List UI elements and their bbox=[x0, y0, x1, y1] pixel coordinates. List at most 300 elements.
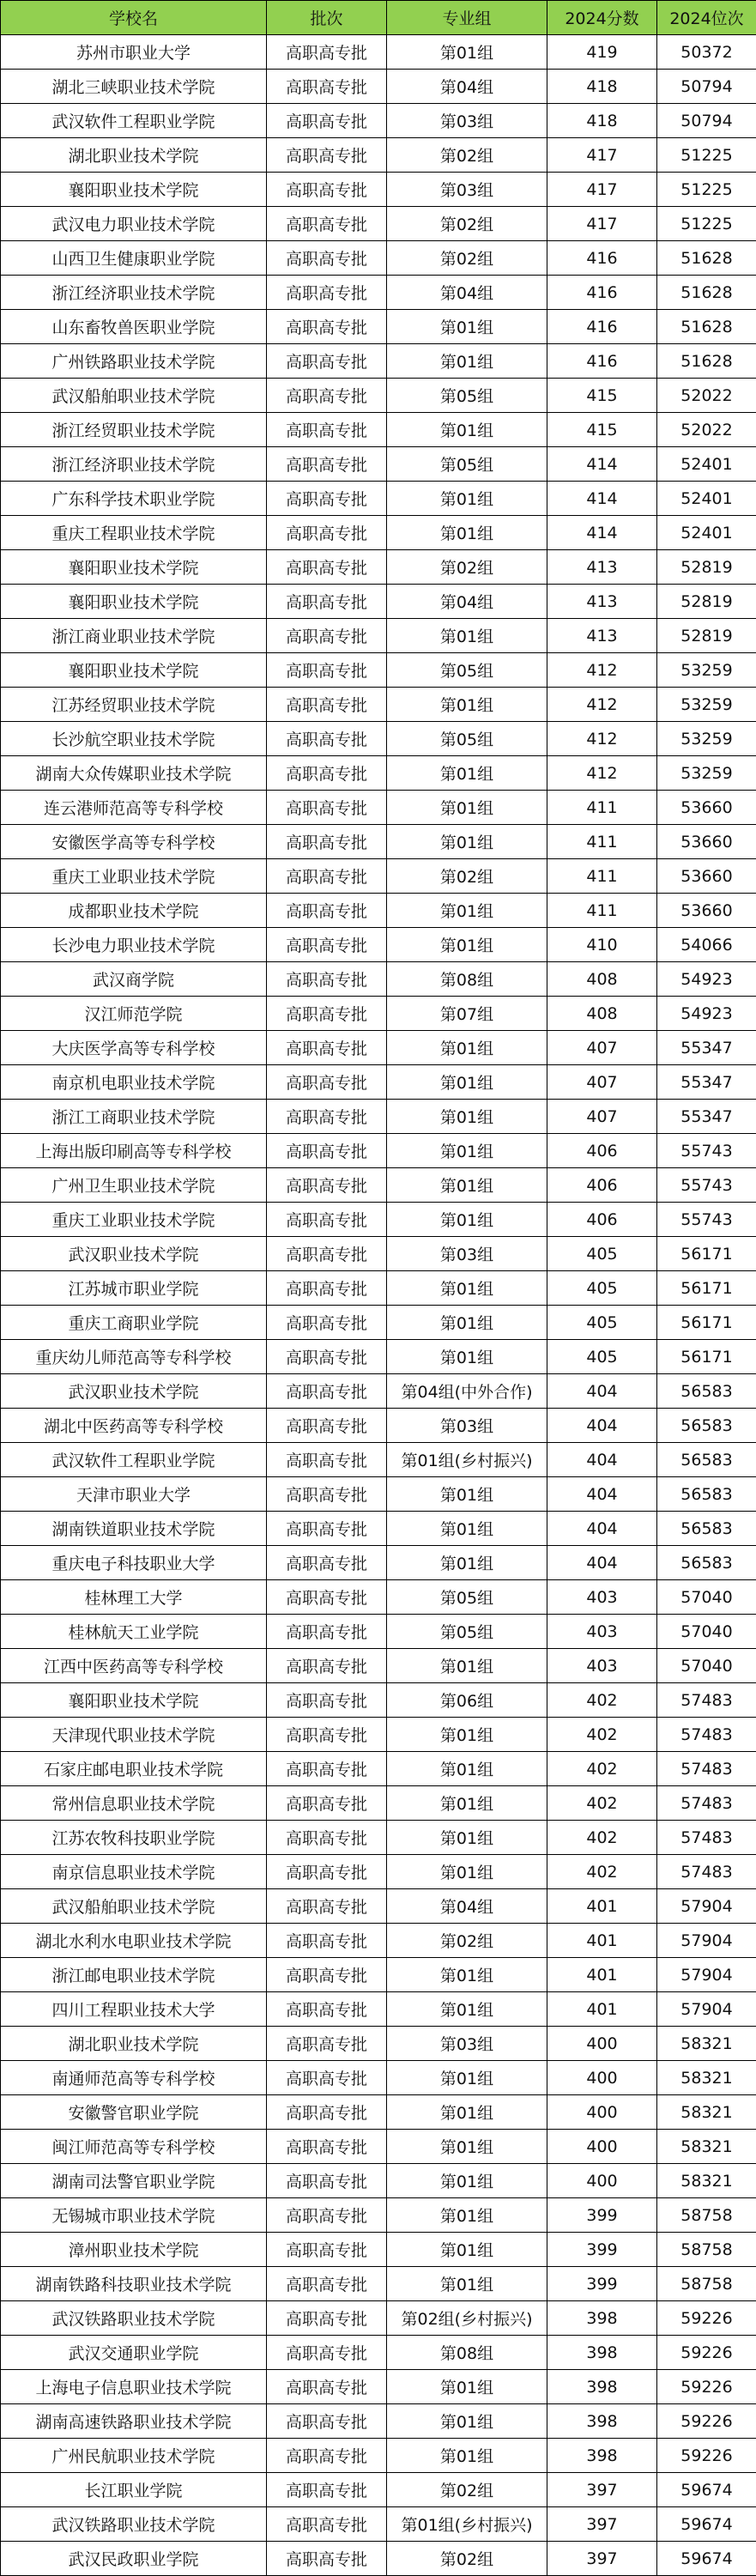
cell-score: 412 bbox=[547, 756, 657, 791]
cell-major-group: 第05组 bbox=[387, 1580, 547, 1615]
cell-major-group: 第01组 bbox=[387, 1031, 547, 1065]
cell-rank: 56583 bbox=[657, 1477, 756, 1512]
cell-major-group: 第01组 bbox=[387, 1855, 547, 1889]
cell-batch: 高职高专批 bbox=[267, 2370, 387, 2404]
cell-major-group: 第01组 bbox=[387, 1718, 547, 1752]
cell-major-group: 第01组 bbox=[387, 310, 547, 344]
table-row bbox=[1, 2198, 756, 2233]
cell-major-group: 第02组 bbox=[387, 1924, 547, 1958]
cell-batch: 高职高专批 bbox=[267, 1203, 387, 1237]
cell-score: 400 bbox=[547, 2164, 657, 2198]
cell-rank: 52401 bbox=[657, 447, 756, 482]
cell-school-name: 江苏经贸职业技术学院 bbox=[1, 688, 267, 722]
cell-batch: 高职高专批 bbox=[267, 2473, 387, 2507]
cell-score: 414 bbox=[547, 447, 657, 482]
table-row bbox=[1, 1512, 756, 1546]
cell-rank: 51628 bbox=[657, 310, 756, 344]
cell-rank: 53660 bbox=[657, 859, 756, 894]
cell-batch: 高职高专批 bbox=[267, 310, 387, 344]
cell-rank: 55347 bbox=[657, 1100, 756, 1134]
cell-batch: 高职高专批 bbox=[267, 1580, 387, 1615]
cell-batch: 高职高专批 bbox=[267, 413, 387, 447]
table-row bbox=[1, 1065, 756, 1100]
cell-score: 416 bbox=[547, 276, 657, 310]
cell-score: 407 bbox=[547, 1031, 657, 1065]
cell-school-name: 桂林航天工业学院 bbox=[1, 1615, 267, 1649]
cell-batch: 高职高专批 bbox=[267, 276, 387, 310]
cell-rank: 53259 bbox=[657, 688, 756, 722]
cell-score: 402 bbox=[547, 1855, 657, 1889]
cell-score: 402 bbox=[547, 1683, 657, 1718]
table-row bbox=[1, 1409, 756, 1443]
cell-batch: 高职高专批 bbox=[267, 1271, 387, 1306]
cell-batch: 高职高专批 bbox=[267, 653, 387, 688]
cell-rank: 51225 bbox=[657, 138, 756, 173]
table-row bbox=[1, 379, 756, 413]
cell-major-group: 第01组 bbox=[387, 1271, 547, 1306]
cell-score: 406 bbox=[547, 1203, 657, 1237]
table-row bbox=[1, 1718, 756, 1752]
cell-rank: 55347 bbox=[657, 1031, 756, 1065]
cell-score: 399 bbox=[547, 2267, 657, 2301]
cell-score: 398 bbox=[547, 2370, 657, 2404]
cell-score: 418 bbox=[547, 104, 657, 138]
cell-major-group: 第05组 bbox=[387, 1615, 547, 1649]
cell-score: 412 bbox=[547, 688, 657, 722]
cell-score: 413 bbox=[547, 550, 657, 585]
cell-school-name: 浙江经贸职业技术学院 bbox=[1, 413, 267, 447]
cell-school-name: 襄阳职业技术学院 bbox=[1, 1683, 267, 1718]
cell-score: 411 bbox=[547, 825, 657, 859]
cell-batch: 高职高专批 bbox=[267, 482, 387, 516]
cell-school-name: 汉江师范学院 bbox=[1, 997, 267, 1031]
cell-rank: 51628 bbox=[657, 241, 756, 276]
cell-rank: 53259 bbox=[657, 653, 756, 688]
cell-score: 402 bbox=[547, 1718, 657, 1752]
cell-rank: 55743 bbox=[657, 1203, 756, 1237]
table-row bbox=[1, 1237, 756, 1271]
cell-batch: 高职高专批 bbox=[267, 1065, 387, 1100]
cell-major-group: 第01组 bbox=[387, 1786, 547, 1821]
cell-rank: 54923 bbox=[657, 962, 756, 997]
cell-school-name: 广州铁路职业技术学院 bbox=[1, 344, 267, 379]
cell-score: 397 bbox=[547, 2473, 657, 2507]
cell-school-name: 长沙电力职业技术学院 bbox=[1, 928, 267, 962]
cell-batch: 高职高专批 bbox=[267, 241, 387, 276]
cell-score: 407 bbox=[547, 1065, 657, 1100]
cell-school-name: 武汉职业技术学院 bbox=[1, 1374, 267, 1409]
table-row bbox=[1, 241, 756, 276]
cell-major-group: 第05组 bbox=[387, 722, 547, 756]
table-row bbox=[1, 1855, 756, 1889]
cell-batch: 高职高专批 bbox=[267, 791, 387, 825]
cell-rank: 58758 bbox=[657, 2233, 756, 2267]
cell-score: 397 bbox=[547, 2507, 657, 2542]
cell-score: 403 bbox=[547, 1615, 657, 1649]
cell-school-name: 浙江商业职业技术学院 bbox=[1, 619, 267, 653]
cell-batch: 高职高专批 bbox=[267, 2267, 387, 2301]
cell-major-group: 第05组 bbox=[387, 653, 547, 688]
cell-major-group: 第02组 bbox=[387, 859, 547, 894]
table-row bbox=[1, 2164, 756, 2198]
cell-rank: 57483 bbox=[657, 1683, 756, 1718]
cell-rank: 59674 bbox=[657, 2542, 756, 2576]
cell-batch: 高职高专批 bbox=[267, 1786, 387, 1821]
cell-rank: 59226 bbox=[657, 2336, 756, 2370]
table-row bbox=[1, 1374, 756, 1409]
cell-rank: 56171 bbox=[657, 1271, 756, 1306]
cell-school-name: 江西中医药高等专科学校 bbox=[1, 1649, 267, 1683]
table-row bbox=[1, 1031, 756, 1065]
table-row bbox=[1, 825, 756, 859]
cell-score: 402 bbox=[547, 1752, 657, 1786]
cell-school-name: 江苏农牧科技职业学院 bbox=[1, 1821, 267, 1855]
cell-batch: 高职高专批 bbox=[267, 1615, 387, 1649]
cell-batch: 高职高专批 bbox=[267, 1889, 387, 1924]
cell-major-group: 第01组 bbox=[387, 1134, 547, 1168]
table-row bbox=[1, 1546, 756, 1580]
cell-major-group: 第03组 bbox=[387, 104, 547, 138]
cell-score: 404 bbox=[547, 1374, 657, 1409]
cell-batch: 高职高专批 bbox=[267, 1409, 387, 1443]
cell-school-name: 武汉职业技术学院 bbox=[1, 1237, 267, 1271]
header-rank-2024: 2024位次 bbox=[657, 1, 756, 35]
table-row bbox=[1, 1649, 756, 1683]
cell-score: 400 bbox=[547, 2061, 657, 2095]
cell-major-group: 第01组 bbox=[387, 413, 547, 447]
cell-batch: 高职高专批 bbox=[267, 756, 387, 791]
table-row bbox=[1, 1100, 756, 1134]
cell-batch: 高职高专批 bbox=[267, 1443, 387, 1477]
cell-rank: 58321 bbox=[657, 2027, 756, 2061]
cell-school-name: 浙江工商职业技术学院 bbox=[1, 1100, 267, 1134]
cell-batch: 高职高专批 bbox=[267, 1992, 387, 2027]
table-row bbox=[1, 2233, 756, 2267]
cell-school-name: 武汉船舶职业技术学院 bbox=[1, 1889, 267, 1924]
cell-score: 403 bbox=[547, 1649, 657, 1683]
cell-school-name: 襄阳职业技术学院 bbox=[1, 173, 267, 207]
cell-major-group: 第01组 bbox=[387, 1649, 547, 1683]
cell-school-name: 大庆医学高等专科学校 bbox=[1, 1031, 267, 1065]
cell-rank: 52401 bbox=[657, 516, 756, 550]
cell-batch: 高职高专批 bbox=[267, 1718, 387, 1752]
cell-school-name: 无锡城市职业技术学院 bbox=[1, 2198, 267, 2233]
cell-rank: 52022 bbox=[657, 379, 756, 413]
cell-school-name: 襄阳职业技术学院 bbox=[1, 653, 267, 688]
cell-score: 405 bbox=[547, 1340, 657, 1374]
cell-score: 412 bbox=[547, 722, 657, 756]
cell-rank: 57483 bbox=[657, 1752, 756, 1786]
cell-major-group: 第08组 bbox=[387, 962, 547, 997]
cell-rank: 52819 bbox=[657, 585, 756, 619]
cell-school-name: 武汉软件工程职业学院 bbox=[1, 1443, 267, 1477]
cell-batch: 高职高专批 bbox=[267, 1306, 387, 1340]
cell-rank: 57904 bbox=[657, 1992, 756, 2027]
cell-school-name: 南京信息职业技术学院 bbox=[1, 1855, 267, 1889]
table-row bbox=[1, 1683, 756, 1718]
cell-rank: 59674 bbox=[657, 2507, 756, 2542]
cell-major-group: 第02组(乡村振兴) bbox=[387, 2301, 547, 2336]
cell-major-group: 第01组 bbox=[387, 1958, 547, 1992]
cell-rank: 53660 bbox=[657, 894, 756, 928]
cell-score: 414 bbox=[547, 516, 657, 550]
cell-rank: 53259 bbox=[657, 722, 756, 756]
cell-score: 417 bbox=[547, 138, 657, 173]
cell-score: 408 bbox=[547, 997, 657, 1031]
cell-rank: 56583 bbox=[657, 1409, 756, 1443]
cell-major-group: 第01组 bbox=[387, 928, 547, 962]
cell-major-group: 第02组 bbox=[387, 2473, 547, 2507]
cell-school-name: 重庆工商职业学院 bbox=[1, 1306, 267, 1340]
table-row bbox=[1, 70, 756, 104]
cell-score: 411 bbox=[547, 791, 657, 825]
cell-score: 405 bbox=[547, 1271, 657, 1306]
cell-major-group: 第04组 bbox=[387, 1889, 547, 1924]
cell-school-name: 连云港师范高等专科学校 bbox=[1, 791, 267, 825]
cell-major-group: 第01组 bbox=[387, 1992, 547, 2027]
cell-score: 401 bbox=[547, 1958, 657, 1992]
cell-major-group: 第01组 bbox=[387, 619, 547, 653]
table-row bbox=[1, 2370, 756, 2404]
cell-school-name: 浙江经济职业技术学院 bbox=[1, 276, 267, 310]
cell-batch: 高职高专批 bbox=[267, 1374, 387, 1409]
cell-score: 411 bbox=[547, 859, 657, 894]
cell-school-name: 湖南铁道职业技术学院 bbox=[1, 1512, 267, 1546]
cell-score: 416 bbox=[547, 344, 657, 379]
table-row bbox=[1, 413, 756, 447]
cell-school-name: 重庆工业职业技术学院 bbox=[1, 1203, 267, 1237]
cell-major-group: 第01组 bbox=[387, 516, 547, 550]
cell-rank: 58321 bbox=[657, 2164, 756, 2198]
cell-score: 404 bbox=[547, 1477, 657, 1512]
table-row bbox=[1, 1580, 756, 1615]
cell-major-group: 第03组 bbox=[387, 1237, 547, 1271]
table-row bbox=[1, 894, 756, 928]
cell-school-name: 襄阳职业技术学院 bbox=[1, 550, 267, 585]
cell-score: 401 bbox=[547, 1889, 657, 1924]
cell-rank: 54923 bbox=[657, 997, 756, 1031]
cell-score: 419 bbox=[547, 35, 657, 70]
cell-major-group: 第01组 bbox=[387, 2233, 547, 2267]
table-row bbox=[1, 1821, 756, 1855]
table-row bbox=[1, 482, 756, 516]
cell-major-group: 第01组 bbox=[387, 2130, 547, 2164]
cell-batch: 高职高专批 bbox=[267, 1683, 387, 1718]
cell-batch: 高职高专批 bbox=[267, 2095, 387, 2130]
cell-major-group: 第01组 bbox=[387, 1512, 547, 1546]
cell-major-group: 第07组 bbox=[387, 997, 547, 1031]
table-header-row bbox=[1, 1, 756, 35]
cell-major-group: 第02组 bbox=[387, 2542, 547, 2576]
cell-major-group: 第01组 bbox=[387, 1100, 547, 1134]
cell-school-name: 湖南铁路科技职业技术学院 bbox=[1, 2267, 267, 2301]
cell-major-group: 第01组(乡村振兴) bbox=[387, 1443, 547, 1477]
table-row bbox=[1, 1168, 756, 1203]
cell-score: 399 bbox=[547, 2198, 657, 2233]
cell-rank: 56583 bbox=[657, 1374, 756, 1409]
cell-batch: 高职高专批 bbox=[267, 962, 387, 997]
cell-score: 413 bbox=[547, 585, 657, 619]
table-row bbox=[1, 104, 756, 138]
cell-major-group: 第05组 bbox=[387, 447, 547, 482]
cell-rank: 59674 bbox=[657, 2473, 756, 2507]
table-row bbox=[1, 1924, 756, 1958]
cell-rank: 50794 bbox=[657, 70, 756, 104]
cell-major-group: 第01组 bbox=[387, 2095, 547, 2130]
cell-major-group: 第01组 bbox=[387, 1752, 547, 1786]
cell-score: 417 bbox=[547, 173, 657, 207]
cell-score: 401 bbox=[547, 1992, 657, 2027]
cell-school-name: 安徽医学高等专科学校 bbox=[1, 825, 267, 859]
cell-rank: 57904 bbox=[657, 1924, 756, 1958]
cell-major-group: 第01组 bbox=[387, 2164, 547, 2198]
cell-major-group: 第02组 bbox=[387, 207, 547, 241]
cell-rank: 51628 bbox=[657, 344, 756, 379]
cell-rank: 52819 bbox=[657, 619, 756, 653]
cell-batch: 高职高专批 bbox=[267, 1546, 387, 1580]
cell-major-group: 第01组 bbox=[387, 2061, 547, 2095]
cell-rank: 52401 bbox=[657, 482, 756, 516]
cell-rank: 53259 bbox=[657, 756, 756, 791]
cell-school-name: 江苏城市职业学院 bbox=[1, 1271, 267, 1306]
cell-batch: 高职高专批 bbox=[267, 2164, 387, 2198]
cell-batch: 高职高专批 bbox=[267, 2507, 387, 2542]
cell-school-name: 天津市职业大学 bbox=[1, 1477, 267, 1512]
cell-major-group: 第01组 bbox=[387, 1065, 547, 1100]
cell-batch: 高职高专批 bbox=[267, 1649, 387, 1683]
cell-rank: 51225 bbox=[657, 173, 756, 207]
cell-score: 405 bbox=[547, 1237, 657, 1271]
cell-batch: 高职高专批 bbox=[267, 2233, 387, 2267]
cell-rank: 55743 bbox=[657, 1134, 756, 1168]
cell-rank: 56583 bbox=[657, 1546, 756, 1580]
table-row bbox=[1, 516, 756, 550]
cell-score: 417 bbox=[547, 207, 657, 241]
cell-major-group: 第02组 bbox=[387, 241, 547, 276]
cell-school-name: 山西卫生健康职业学院 bbox=[1, 241, 267, 276]
cell-rank: 59226 bbox=[657, 2301, 756, 2336]
cell-major-group: 第06组 bbox=[387, 1683, 547, 1718]
cell-rank: 57483 bbox=[657, 1718, 756, 1752]
table-row bbox=[1, 1134, 756, 1168]
cell-batch: 高职高专批 bbox=[267, 928, 387, 962]
cell-batch: 高职高专批 bbox=[267, 2027, 387, 2061]
cell-rank: 50794 bbox=[657, 104, 756, 138]
cell-school-name: 漳州职业技术学院 bbox=[1, 2233, 267, 2267]
table-row bbox=[1, 1271, 756, 1306]
cell-batch: 高职高专批 bbox=[267, 379, 387, 413]
cell-school-name: 武汉软件工程职业学院 bbox=[1, 104, 267, 138]
cell-major-group: 第01组(乡村振兴) bbox=[387, 2507, 547, 2542]
cell-rank: 51628 bbox=[657, 276, 756, 310]
table-row bbox=[1, 2404, 756, 2439]
cell-school-name: 湖北水利水电职业技术学院 bbox=[1, 1924, 267, 1958]
table-row bbox=[1, 2267, 756, 2301]
cell-school-name: 南通师范高等专科学校 bbox=[1, 2061, 267, 2095]
cell-score: 403 bbox=[547, 1580, 657, 1615]
cell-batch: 高职高专批 bbox=[267, 1924, 387, 1958]
cell-batch: 高职高专批 bbox=[267, 894, 387, 928]
cell-score: 416 bbox=[547, 241, 657, 276]
cell-major-group: 第03组 bbox=[387, 173, 547, 207]
table-row bbox=[1, 756, 756, 791]
cell-rank: 54066 bbox=[657, 928, 756, 962]
cell-rank: 56171 bbox=[657, 1306, 756, 1340]
table-row bbox=[1, 550, 756, 585]
cell-school-name: 湖南司法警官职业学院 bbox=[1, 2164, 267, 2198]
table-row bbox=[1, 1443, 756, 1477]
cell-school-name: 闽江师范高等专科学校 bbox=[1, 2130, 267, 2164]
cell-school-name: 武汉商学院 bbox=[1, 962, 267, 997]
table-row bbox=[1, 1889, 756, 1924]
table-row bbox=[1, 173, 756, 207]
cell-school-name: 湖南高速铁路职业技术学院 bbox=[1, 2404, 267, 2439]
cell-batch: 高职高专批 bbox=[267, 2130, 387, 2164]
table-row bbox=[1, 962, 756, 997]
table-row bbox=[1, 1340, 756, 1374]
table-row bbox=[1, 447, 756, 482]
cell-rank: 58321 bbox=[657, 2095, 756, 2130]
table-row bbox=[1, 688, 756, 722]
cell-major-group: 第04组 bbox=[387, 70, 547, 104]
cell-batch: 高职高专批 bbox=[267, 447, 387, 482]
table-row bbox=[1, 2542, 756, 2576]
table-row bbox=[1, 2301, 756, 2336]
cell-major-group: 第01组 bbox=[387, 1546, 547, 1580]
cell-major-group: 第01组 bbox=[387, 1340, 547, 1374]
cell-batch: 高职高专批 bbox=[267, 585, 387, 619]
cell-batch: 高职高专批 bbox=[267, 1477, 387, 1512]
cell-major-group: 第04组 bbox=[387, 276, 547, 310]
cell-major-group: 第02组 bbox=[387, 550, 547, 585]
cell-school-name: 湖北职业技术学院 bbox=[1, 138, 267, 173]
cell-major-group: 第01组 bbox=[387, 482, 547, 516]
cell-major-group: 第01组 bbox=[387, 1203, 547, 1237]
cell-batch: 高职高专批 bbox=[267, 1031, 387, 1065]
table-row bbox=[1, 2439, 756, 2473]
cell-major-group: 第01组 bbox=[387, 35, 547, 70]
cell-score: 418 bbox=[547, 70, 657, 104]
cell-batch: 高职高专批 bbox=[267, 997, 387, 1031]
cell-score: 414 bbox=[547, 482, 657, 516]
cell-rank: 58758 bbox=[657, 2198, 756, 2233]
table-row bbox=[1, 35, 756, 70]
cell-batch: 高职高专批 bbox=[267, 1855, 387, 1889]
table-row bbox=[1, 585, 756, 619]
cell-batch: 高职高专批 bbox=[267, 70, 387, 104]
cell-batch: 高职高专批 bbox=[267, 1821, 387, 1855]
cell-school-name: 武汉电力职业技术学院 bbox=[1, 207, 267, 241]
cell-school-name: 湖南大众传媒职业技术学院 bbox=[1, 756, 267, 791]
cell-major-group: 第01组 bbox=[387, 825, 547, 859]
cell-school-name: 重庆幼儿师范高等专科学校 bbox=[1, 1340, 267, 1374]
cell-school-name: 襄阳职业技术学院 bbox=[1, 585, 267, 619]
cell-school-name: 长江职业学院 bbox=[1, 2473, 267, 2507]
cell-rank: 57904 bbox=[657, 1958, 756, 1992]
cell-score: 399 bbox=[547, 2233, 657, 2267]
cell-rank: 59226 bbox=[657, 2370, 756, 2404]
table-row bbox=[1, 791, 756, 825]
cell-score: 415 bbox=[547, 379, 657, 413]
cell-major-group: 第03组 bbox=[387, 1409, 547, 1443]
cell-school-name: 南京机电职业技术学院 bbox=[1, 1065, 267, 1100]
cell-score: 400 bbox=[547, 2095, 657, 2130]
cell-score: 413 bbox=[547, 619, 657, 653]
cell-school-name: 桂林理工大学 bbox=[1, 1580, 267, 1615]
cell-score: 412 bbox=[547, 653, 657, 688]
cell-batch: 高职高专批 bbox=[267, 2542, 387, 2576]
cell-rank: 58321 bbox=[657, 2061, 756, 2095]
